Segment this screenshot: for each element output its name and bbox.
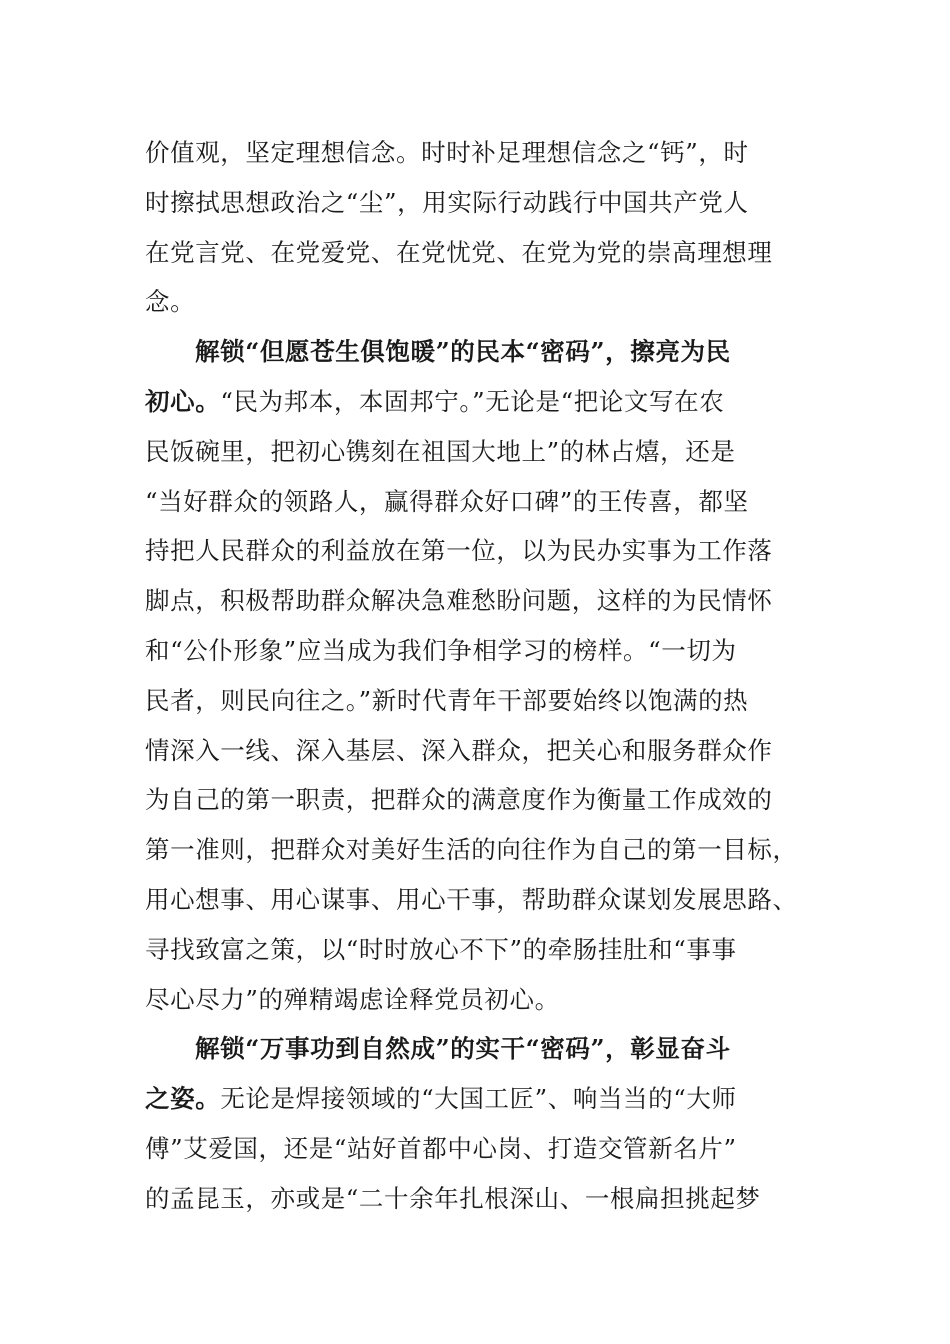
paragraph-3-line: 的孟昆玉，亦或是“二十余年扎根深山、一根扁担挑起梦 (145, 1183, 761, 1213)
paragraph-2-line: 民者，则民向往之。”新时代青年干部要始终以饱满的热 (145, 685, 749, 715)
paragraph-2-line-text: “民为邦本，本固邦宁。”无论是“把论文写在农 (220, 386, 725, 416)
paragraph-2-line: 用心想事、用心谋事、用心干事，帮助群众谋划发展思路、 (145, 884, 798, 914)
paragraph-2-line (145, 377, 805, 427)
paragraph-1-line: 在党言党、在党爱党、在党忧党、在党为党的崇高理想理 (145, 237, 773, 267)
paragraph-2-line: 和“公仆形象”应当成为我们争相学习的榜样。“一切为 (145, 635, 737, 665)
paragraph-1-line: 念。 (145, 287, 196, 317)
paragraph-2-heading: 解锁“但愿苍生俱饱暖”的民本“密码”，擦亮为民 (195, 337, 731, 367)
paragraph-3-line-text: 无论是焊接领域的“大国工匠”、响当当的“大师 (220, 1084, 737, 1114)
paragraph-1-line: 时擦拭思想政治之“尘”，用实际行动践行中国共产党人 (145, 187, 749, 217)
paragraph-2-line: 第一准则，把群众对美好生活的向往作为自己的第一目标， (145, 835, 798, 865)
paragraph-2-line: 情深入一线、深入基层、深入群众，把关心和服务群众作 (145, 735, 773, 765)
paragraph-3-line: 傅”艾爱国，还是“站好首都中心岗、打造交管新名片” (145, 1133, 737, 1163)
paragraph-3-heading-end: 之姿。 (145, 1084, 221, 1114)
paragraph-1-line: 价值观，坚定理想信念。时时补足理想信念之“钙”，时 (145, 138, 749, 167)
paragraph-2-line: 民饭碗里，把初心镌刻在祖国大地上”的林占熺，还是 (145, 436, 736, 466)
paragraph-2-line: 为自己的第一职责，把群众的满意度作为衡量工作成效的 (145, 785, 773, 815)
paragraph-3-line (145, 1074, 805, 1124)
paragraph-2-line: “当好群众的领路人，赢得群众好口碑”的王传喜，都坚 (145, 486, 749, 516)
paragraph-2-heading-end: 初心。 (145, 386, 221, 416)
paragraph-2-line: 持把人民群众的利益放在第一位，以为民办实事为工作落 (145, 536, 773, 566)
paragraph-2-line: 脚点，积极帮助群众解决急难愁盼问题，这样的为民情怀 (145, 586, 773, 616)
paragraph-3-heading: 解锁“万事功到自然成”的实干“密码”，彰显奋斗 (195, 1034, 731, 1064)
document-body (145, 128, 805, 1224)
paragraph-2-line: 寻找致富之策，以“时时放心不下”的牵肠挂肚和“事事 (145, 934, 737, 964)
paragraph-2-line: 尽心尽力”的殚精竭虑诠释党员初心。 (145, 984, 560, 1014)
